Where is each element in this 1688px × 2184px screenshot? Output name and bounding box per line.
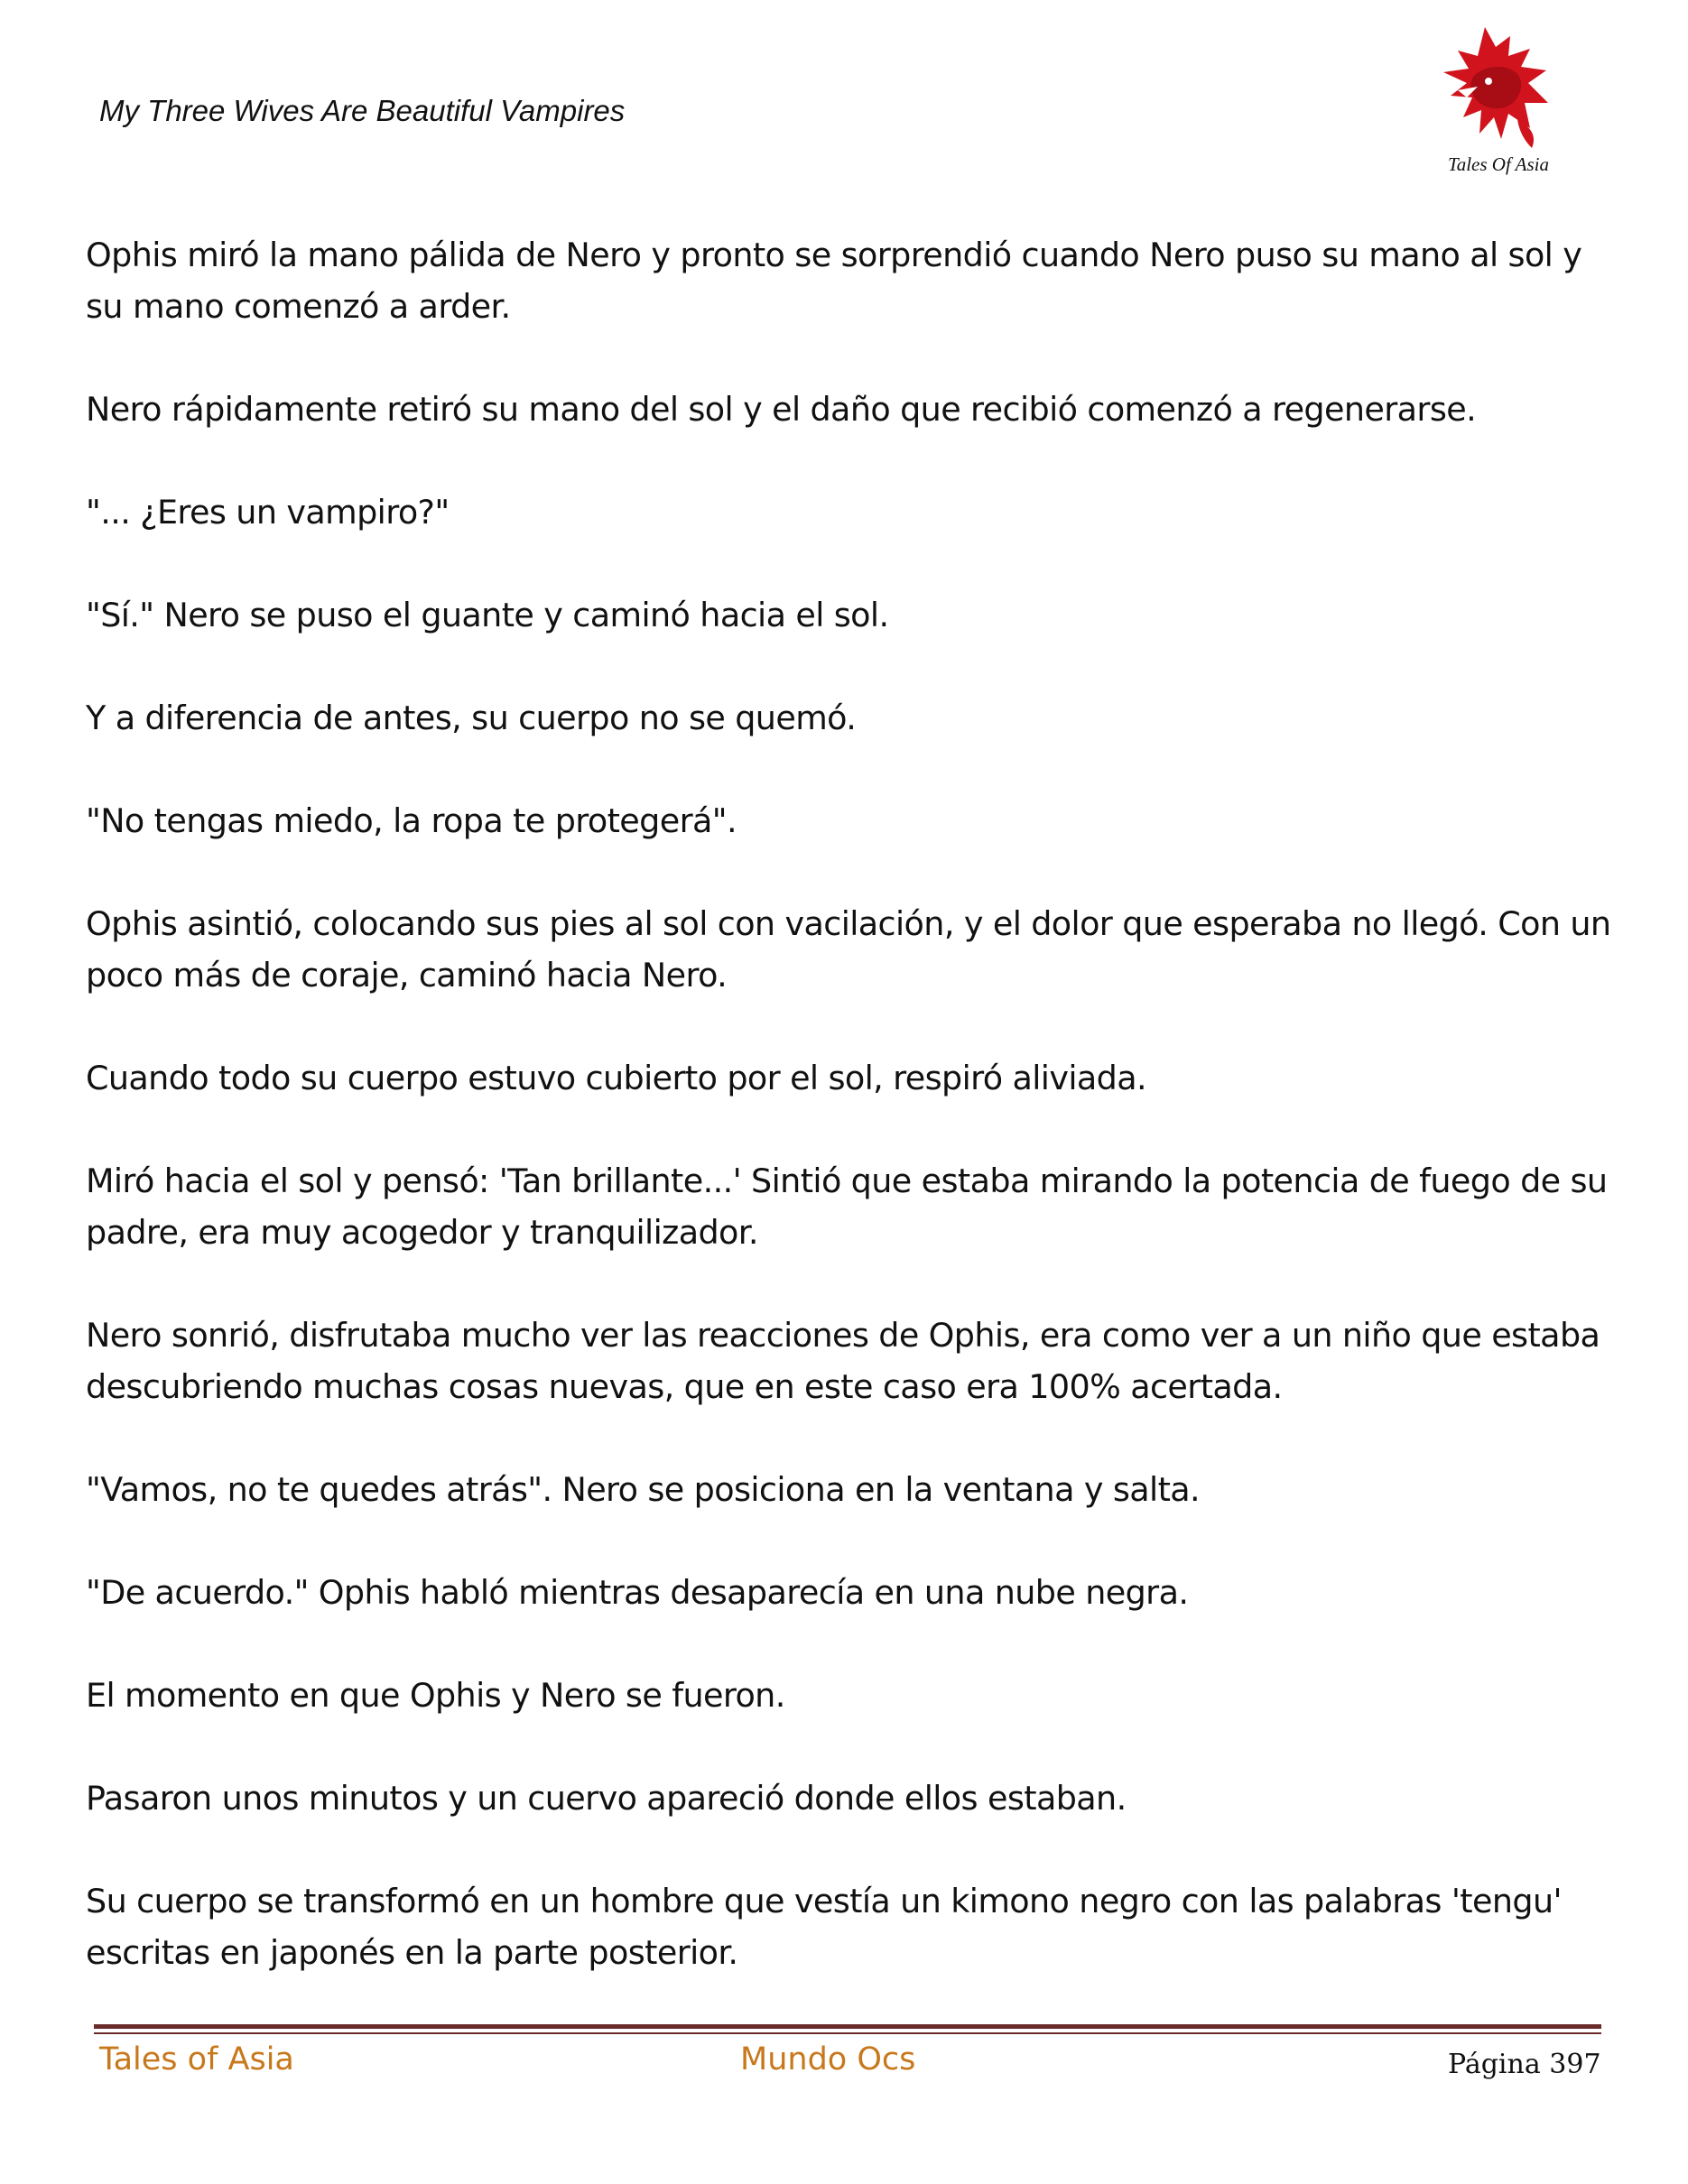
- page-number: Página 397: [1448, 2049, 1601, 2080]
- paragraph: Nero sonrió, disfrutaba mucho ver las reacciones de Ophis, era como ver a un niño que estaba descubriendo muchas cosas nuevas, que en este caso era 100% acertada.: [86, 1316, 1600, 1406]
- paragraph: "... ¿Eres un vampiro?": [86, 493, 450, 532]
- paragraph: "De acuerdo." Ophis habló mientras desaparecía en una nube negra.: [86, 1573, 1189, 1612]
- dragon-logo: [1431, 20, 1566, 182]
- paragraph: "Vamos, no te quedes atrás". Nero se posiciona en la ventana y salta.: [86, 1470, 1201, 1509]
- footer-divider-thin: [94, 2032, 1601, 2034]
- dragon-icon: [1431, 20, 1566, 155]
- footer-divider: [94, 2024, 1601, 2029]
- paragraph: Pasaron unos minutos y un cuervo apareció donde ellos estaban.: [86, 1779, 1127, 1818]
- paragraph: Y a diferencia de antes, su cuerpo no se quemó.: [86, 699, 857, 737]
- page-header-title: My Three Wives Are Beautiful Vampires: [99, 94, 626, 127]
- chapter-body: [86, 229, 1620, 2030]
- paragraph: "No tengas miedo, la ropa te protegerá".: [86, 801, 737, 840]
- paragraph: "Sí." Nero se puso el guante y caminó hacia el sol.: [86, 596, 889, 634]
- paragraph: El momento en que Ophis y Nero se fueron.: [86, 1676, 785, 1715]
- paragraph: Cuando todo su cuerpo estuvo cubierto por el sol, respiró aliviada.: [86, 1059, 1146, 1097]
- paragraph: Miró hacia el sol y pensó: 'Tan brillante...' Sintió que estaba mirando la potencia de fuego de su padre, era muy acogedor y tranquilizador.: [86, 1161, 1608, 1252]
- footer-section: Mundo Ocs: [740, 2041, 916, 2078]
- paragraph: Su cuerpo se transformó en un hombre que vestía un kimono negro con las palabras 'tengu' escritas en japonés en la parte posterior.: [86, 1882, 1562, 1972]
- logo-text: Tales Of Asia: [1447, 153, 1550, 175]
- paragraph: Nero rápidamente retiró su mano del sol y el daño que recibió comenzó a regenerarse.: [86, 390, 1477, 429]
- paragraph: Ophis miró la mano pálida de Nero y pronto se sorprendió cuando Nero puso su mano al sol y su mano comenzó a arder.: [86, 236, 1582, 326]
- footer-site-name: Tales of Asia: [99, 2041, 294, 2078]
- paragraph: Ophis asintió, colocando sus pies al sol con vacilación, y el dolor que esperaba no llegó. Con un poco más de coraje, caminó hacia Nero.: [86, 904, 1611, 995]
